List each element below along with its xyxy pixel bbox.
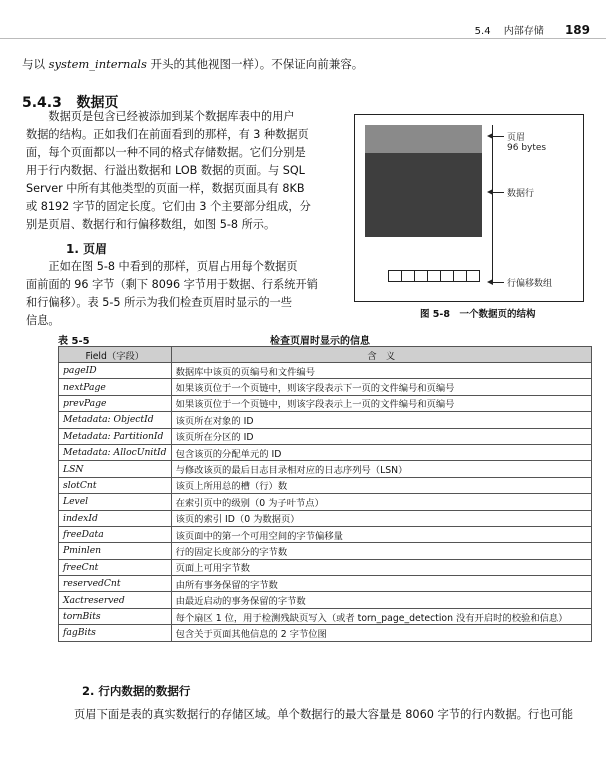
meaning-cell: 该页所在对象的 ID [171,412,591,428]
para2-line: 正如在图 5-8 中看到的那样，页眉占用每个数据页 [48,260,298,273]
offset-slot [414,270,428,282]
table-row [59,625,592,641]
meaning-cell: 该页上所用总的槽（行）数 [171,477,591,493]
table-header-row [59,347,592,363]
table-row [59,395,592,411]
page-boundary-line [492,125,493,283]
table-row [59,444,592,460]
data-rows-label: 数据行 [507,189,535,199]
page-number: 189 [564,23,590,37]
header-label: 页眉 [507,133,526,143]
field-cell: prevPage [59,395,172,411]
data-rows-arrow [492,192,504,193]
para2-line: 信息。 [26,314,60,327]
table-row [59,477,592,493]
field-cell: indexId [59,510,172,526]
table-row [59,576,592,592]
meaning-cell: 该页所在分区的 ID [171,428,591,444]
para1-line: 用于行内数据、行溢出数据和 LOB 数据的页面。与 SQL [26,164,305,177]
table-row [59,494,592,510]
field-cell: Pminlen [59,543,172,559]
table-title: 检查页眉时显示的信息 [270,336,370,347]
header-size-label: 96 bytes [507,143,547,153]
table-row [59,559,592,575]
para1-line: 别是页眉、数据行和行偏移数组，如图 5-8 所示。 [26,218,276,231]
field-cell: pageID [59,363,172,379]
data-page-figure [354,114,584,302]
offset-slot [388,270,402,282]
table-row [59,379,592,395]
meaning-cell: 页面上可用字节数 [171,559,591,575]
para1-line: 数据页是包含已经被添加到某个数据库表中的用户 [48,110,295,123]
table-row [59,428,592,444]
section-title: 内部存储 [503,26,544,37]
field-cell: Metadata: PartitionId [59,428,172,444]
table-row [59,412,592,428]
table-row [59,526,592,542]
meaning-cell: 由最近启动的事务保留的字节数 [171,592,591,608]
data-rows-block [365,153,482,237]
header-rule [0,38,606,39]
field-cell: Metadata: ObjectId [59,412,172,428]
para2-line: 面前面的 96 字节（剩下 8096 字节用于数据、行系统开销 [26,278,318,291]
paragraph-2 [26,258,336,330]
meaning-cell: 如果该页位于一个页链中，则该字段表示下一页的文件编号和页编号 [171,379,591,395]
intro-suffix: 开头的其他视图一样）。不保证向前兼容。 [146,57,364,71]
page-header-block [365,125,482,153]
offset-slot [453,270,467,282]
page-header-fields-table [58,346,592,642]
field-cell: fagBits [59,625,172,641]
field-cell: slotCnt [59,477,172,493]
offset-array-arrow [492,282,504,283]
offset-array-label: 行偏移数组 [507,279,553,289]
row-offset-slots [389,270,480,282]
para1-line: Server 中所有其他类型的页面一样，数据页面具有 8KB [26,182,305,195]
table-row [59,608,592,624]
section-heading-title: 数据页 [76,95,119,111]
meaning-cell: 包含关于页面其他信息的 2 字节位图 [171,625,591,641]
meaning-cell: 在索引页中的级别（0 为子叶节点） [171,494,591,510]
meaning-cell: 数据库中该页的页编号和文件编号 [171,363,591,379]
para1-line: 面，每个页面都以一种不同的格式存储数据。它们分别是 [26,146,306,159]
intro-prefix: 与以 [22,57,49,71]
table-row [59,543,592,559]
offset-slot [466,270,480,282]
figure-caption: 图 5-8 一个数据页的结构 [420,309,536,320]
offset-slot [427,270,441,282]
meaning-column-header: 含 义 [171,347,591,363]
field-cell: freeData [59,526,172,542]
meaning-cell: 该页的索引 ID（0 为数据页） [171,510,591,526]
table-row [59,363,592,379]
intro-line [22,56,363,72]
field-column-header: Field（字段） [59,347,172,363]
para1-line: 数据的结构。正如我们在前面看到的那样，有 3 种数据页 [26,128,309,141]
running-header [475,22,590,37]
para1-line: 或 8192 字节的固定长度。它们由 3 个主要部分组成，分 [26,200,311,213]
subsection-1-heading: 1. 页眉 [66,242,108,256]
field-cell: nextPage [59,379,172,395]
final-paragraph-line: 页眉下面是表的真实数据行的存储区域。单个数据行的最大容量是 8060 字节的行内数据。行也可能 [74,708,574,721]
field-cell: Level [59,494,172,510]
meaning-cell: 行的固定长度部分的字节数 [171,543,591,559]
header-arrow [492,136,504,137]
field-cell: tornBits [59,608,172,624]
field-cell: Metadata: AllocUnitId [59,444,172,460]
field-cell: reservedCnt [59,576,172,592]
meaning-cell: 每个扇区 1 位，用于检测残缺页写入（或者 torn_page_detection 没有开启时的校验和信息） [171,608,591,624]
meaning-cell: 由所有事务保留的字节数 [171,576,591,592]
table-label: 表 5-5 [58,336,90,347]
meaning-cell: 该页面中的第一个可用空间的字节偏移量 [171,526,591,542]
offset-slot [440,270,454,282]
field-cell: freeCnt [59,559,172,575]
intro-italic: system_internals [48,57,147,71]
paragraph-1 [26,108,336,234]
para2-line: 和行偏移）。表 5-5 所示为我们检查页眉时显示的一些 [26,296,292,309]
meaning-cell: 包含该页的分配单元的 ID [171,444,591,460]
meaning-cell: 如果该页位于一个页链中，则该字段表示上一页的文件编号和页编号 [171,395,591,411]
table-row [59,592,592,608]
field-cell: LSN [59,461,172,477]
table-row [59,461,592,477]
field-cell: Xactreserved [59,592,172,608]
table-row [59,510,592,526]
section-number: 5.4 [474,26,491,37]
section-heading-number: 5.4.3 [22,95,62,111]
meaning-cell: 与修改该页的最后日志目录相对应的日志序列号（LSN） [171,461,591,477]
subsection-2-heading: 2. 行内数据的数据行 [82,684,191,698]
offset-slot [401,270,415,282]
